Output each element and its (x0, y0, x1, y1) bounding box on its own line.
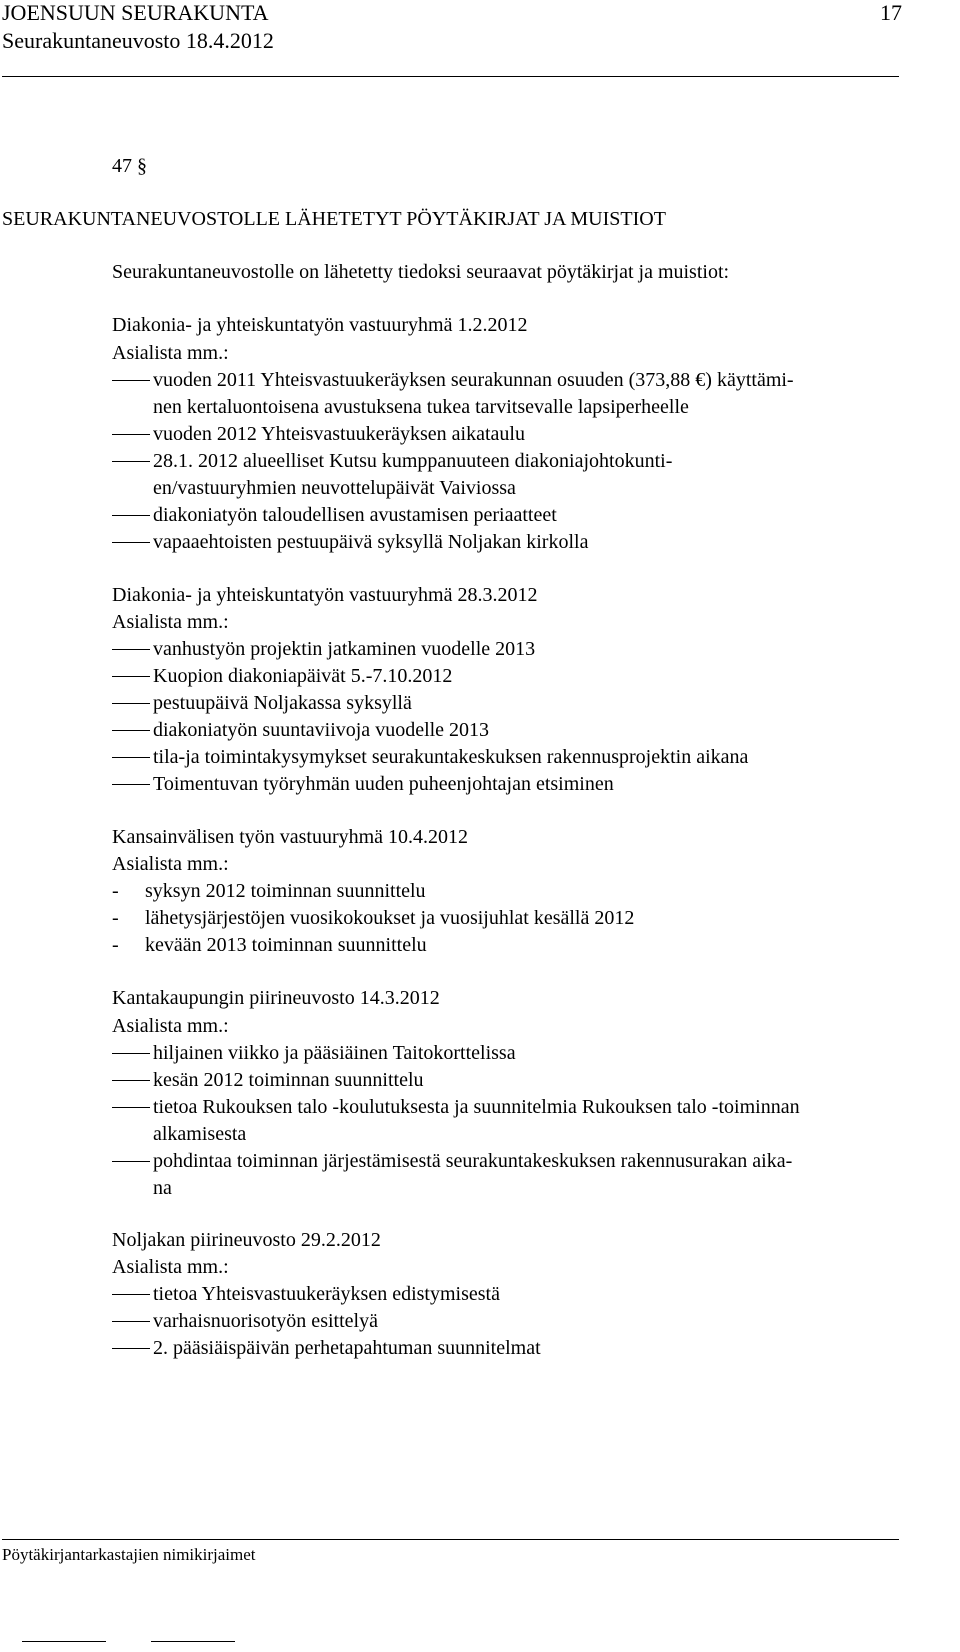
list-item: vuoden 2012 Yhteisvastuukeräyksen aikataulu (153, 423, 525, 445)
list-item: diakoniatyön taloudellisen avustamisen periaatteet (153, 504, 557, 526)
list-item: tietoa Yhteisvastuukeräyksen edistymisestä (153, 1283, 500, 1305)
list-item: Toimentuvan työryhmän uuden puheenjohtajan etsiminen (153, 773, 614, 795)
dash-bullet (112, 676, 150, 677)
dash-bullet (112, 730, 150, 731)
list-item-continuation: en/vastuuryhmien neuvottelupäivät Vaiviossa (153, 477, 516, 499)
dash-bullet (112, 649, 150, 650)
list-item: kesän 2012 toiminnan suunnittelu (153, 1069, 424, 1091)
dash-bullet (112, 703, 150, 704)
signature-line (22, 1641, 106, 1642)
group-subheading: Asialista mm.: (112, 853, 229, 875)
section-number: 47 § (112, 155, 147, 177)
page-number: 17 (880, 0, 902, 25)
dash-bullet (112, 1080, 150, 1081)
header-rule (2, 76, 899, 77)
list-item-continuation: na (153, 1177, 172, 1199)
list-item: 2. pääsiäispäivän perhetapahtuman suunnitelmat (153, 1337, 541, 1359)
group-heading: Diakonia- ja yhteiskuntatyön vastuuryhmä 1.2.2012 (112, 314, 528, 336)
meeting-date: Seurakuntaneuvosto 18.4.2012 (2, 28, 274, 53)
list-item: pestuupäivä Noljakassa syksyllä (153, 692, 412, 714)
dash-bullet (112, 1053, 150, 1054)
list-item-continuation: alkamisesta (153, 1123, 247, 1145)
list-item: vuoden 2011 Yhteisvastuukeräyksen seurakunnan osuuden (373,88 €) käyttämi- (153, 369, 794, 391)
dash-bullet (112, 1294, 150, 1295)
list-item: kevään 2013 toiminnan suunnittelu (145, 934, 427, 956)
list-item: varhaisnuorisotyön esittelyä (153, 1310, 378, 1332)
dash-bullet (112, 784, 150, 785)
footer-rule (2, 1539, 899, 1540)
list-item: vanhustyön projektin jatkaminen vuodelle 2013 (153, 638, 536, 660)
hyphen-bullet: - (112, 880, 119, 902)
dash-bullet (112, 461, 150, 462)
list-item: vapaaehtoisten pestuupäivä syksyllä Noljakan kirkolla (153, 531, 589, 553)
dash-bullet (112, 1348, 150, 1349)
dash-bullet (112, 1161, 150, 1162)
hyphen-bullet: - (112, 907, 119, 929)
group-subheading: Asialista mm.: (112, 611, 229, 633)
group-heading: Kantakaupungin piirineuvosto 14.3.2012 (112, 987, 440, 1009)
signature-line (151, 1641, 235, 1642)
group-subheading: Asialista mm.: (112, 342, 229, 364)
group-subheading: Asialista mm.: (112, 1256, 229, 1278)
section-title: SEURAKUNTANEUVOSTOLLE LÄHETETYT PÖYTÄKIRJAT JA MUISTIOT (2, 208, 666, 230)
organization-name: JOENSUUN SEURAKUNTA (2, 0, 269, 25)
group-heading: Noljakan piirineuvosto 29.2.2012 (112, 1229, 381, 1251)
signatures-label: Pöytäkirjantarkastajien nimikirjaimet (2, 1545, 256, 1564)
dash-bullet (112, 757, 150, 758)
group-heading: Diakonia- ja yhteiskuntatyön vastuuryhmä 28.3.2012 (112, 584, 538, 606)
section-intro: Seurakuntaneuvostolle on lähetetty tiedoksi seuraavat pöytäkirjat ja muistiot: (112, 261, 730, 283)
list-item: diakoniatyön suuntaviivoja vuodelle 2013 (153, 719, 490, 741)
group-subheading: Asialista mm.: (112, 1015, 229, 1037)
list-item: syksyn 2012 toiminnan suunnittelu (145, 880, 426, 902)
list-item: tietoa Rukouksen talo -koulutuksesta ja suunnitelmia Rukouksen talo -toiminnan (153, 1096, 800, 1118)
hyphen-bullet: - (112, 934, 119, 956)
dash-bullet (112, 542, 150, 543)
dash-bullet (112, 434, 150, 435)
list-item: tila-ja toimintakysymykset seurakuntakeskuksen rakennusprojektin aikana (153, 746, 749, 768)
dash-bullet (112, 1107, 150, 1108)
list-item-continuation: nen kertaluontoisena avustuksena tukea tarvitsevalle lapsiperheelle (153, 396, 689, 418)
dash-bullet (112, 380, 150, 381)
dash-bullet (112, 1321, 150, 1322)
list-item: hiljainen viikko ja pääsiäinen Taitokorttelissa (153, 1042, 516, 1064)
group-heading: Kansainvälisen työn vastuuryhmä 10.4.2012 (112, 826, 469, 848)
list-item: Kuopion diakoniapäivät 5.-7.10.2012 (153, 665, 453, 687)
list-item: 28.1. 2012 alueelliset Kutsu kumppanuuteen diakoniajohtokunti- (153, 450, 673, 472)
dash-bullet (112, 515, 150, 516)
list-item: pohdintaa toiminnan järjestämisestä seurakuntakeskuksen rakennusurakan aika- (153, 1150, 793, 1172)
list-item: lähetysjärjestöjen vuosikokoukset ja vuosijuhlat kesällä 2012 (145, 907, 635, 929)
